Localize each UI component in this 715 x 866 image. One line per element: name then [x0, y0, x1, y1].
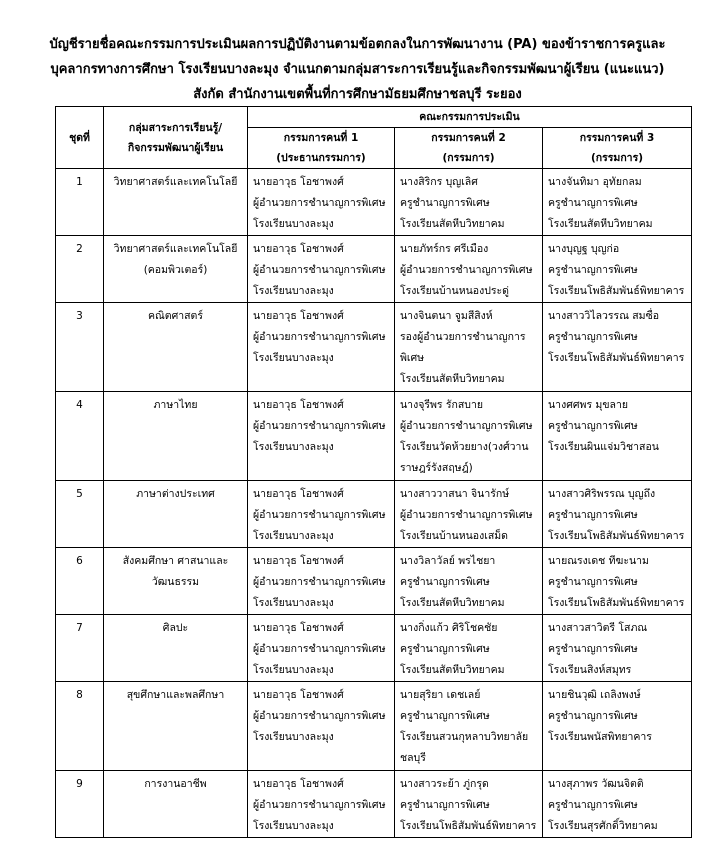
- cell-member-2: [395, 392, 543, 481]
- cell-set-no: [56, 236, 104, 303]
- member-info-line: ครูชำนาญการพิเศษ: [548, 420, 638, 432]
- member-info-line: โรงเรียนโพธิสัมพันธ์พิทยาคาร: [400, 820, 537, 832]
- group-name-line: วัฒนธรรม: [151, 576, 200, 588]
- cell-member-1: [248, 392, 395, 481]
- cell-group: [104, 682, 248, 771]
- member-info-line: ครูชำนาญการพิเศษ: [548, 576, 638, 588]
- cell-member-2: [395, 303, 543, 392]
- table-row: [56, 303, 692, 392]
- table-row: [56, 481, 692, 548]
- member-info-line: ครูชำนาญการพิเศษ: [400, 710, 490, 722]
- header-set-no: ชุดที่: [56, 107, 104, 169]
- member-info-line: โรงเรียนบางละมุง: [253, 731, 334, 743]
- member-info-line: โรงเรียนบางละมุง: [253, 820, 334, 832]
- member-info-line: นายอาวุธ โอชาพงศ์: [253, 778, 344, 790]
- table-row: [56, 392, 692, 481]
- member-info-line: นายอาวุธ โอชาพงศ์: [253, 622, 344, 634]
- cell-set-no: [56, 682, 104, 771]
- member-info-line: โรงเรียนสิงห์สมุทร: [548, 664, 632, 676]
- cell-member-3: [543, 169, 692, 236]
- member-info-line: นายอาวุธ โอชาพงศ์: [253, 488, 344, 500]
- header-member-1-title: กรรมการคนที่ 1: [283, 132, 359, 144]
- member-info-line: นางจันทิมา อุทัยกลม: [548, 176, 642, 188]
- member-info-line: ผู้อำนวยการชำนาญการพิเศษ: [253, 710, 386, 722]
- header-committee: คณะกรรมการประเมิน: [248, 107, 692, 128]
- member-info-line: นายอาวุธ โอชาพงศ์: [253, 176, 344, 188]
- cell-member-3: [543, 303, 692, 392]
- member-info-line: นายอาวุธ โอชาพงศ์: [253, 555, 344, 567]
- table-row: [56, 771, 692, 838]
- member-info-line: นายณรงเดช ทีฆะนาม: [548, 555, 649, 567]
- member-info-line: ผู้อำนวยการชำนาญการพิเศษ: [253, 799, 386, 811]
- title-line-3: สังกัด สำนักงานเขตพื้นที่การศึกษามัธยมศึกษาชลบุรี ระยอง: [193, 87, 522, 102]
- header-member-1-role: (ประธานกรรมการ): [276, 152, 366, 164]
- cell-member-1: [248, 771, 395, 838]
- cell-member-1: [248, 548, 395, 615]
- header-member-2-title: กรรมการคนที่ 2: [431, 132, 506, 144]
- member-info-line: โรงเรียนบางละมุง: [253, 218, 334, 230]
- member-info-line: โรงเรียนผินแจ่มวิชาสอน: [548, 441, 659, 453]
- member-info-line: ผู้อำนวยการชำนาญการพิเศษ: [253, 643, 386, 655]
- group-name-line: สุขศึกษาและพลศึกษา: [126, 689, 225, 701]
- set-number: 8: [76, 689, 83, 701]
- member-info-line: นายชินวุฒิ เถลิงพงษ์: [548, 689, 641, 701]
- set-number: 7: [76, 622, 83, 634]
- member-info-line: โรงเรียนสัตหีบวิทยาคม: [400, 664, 505, 676]
- cell-member-1: [248, 481, 395, 548]
- member-info-line: นางสาววิไลวรรณ สมซื่อ: [548, 310, 660, 322]
- member-info-line: ผู้อำนวยการชำนาญการพิเศษ: [253, 420, 386, 432]
- member-info-line: ครูชำนาญการพิเศษ: [400, 576, 490, 588]
- cell-member-2: [395, 236, 543, 303]
- member-info-line: ครูชำนาญการพิเศษ: [548, 197, 638, 209]
- group-name-line: ภาษาต่างประเทศ: [136, 488, 215, 500]
- member-info-line: โรงเรียนสัตหีบวิทยาคม: [548, 218, 653, 230]
- member-info-line: นายภัทร์กร ศรีเมือง: [400, 243, 489, 255]
- member-info-line: นางศศพร มุขลาย: [548, 399, 629, 411]
- header-group-line: กิจกรรมพัฒนาผู้เรียน: [127, 141, 224, 154]
- member-info-line: โรงเรียนสัตหีบวิทยาคม: [400, 597, 505, 609]
- member-info-line: โรงเรียนบางละมุง: [253, 352, 334, 364]
- member-info-line: ครูชำนาญการพิเศษ: [548, 643, 638, 655]
- cell-member-3: [543, 392, 692, 481]
- cell-member-2: [395, 169, 543, 236]
- member-info-line: โรงเรียนโพธิสัมพันธ์พิทยาคาร: [548, 285, 685, 297]
- member-info-line: โรงเรียนโพธิสัมพันธ์พิทยาคาร: [548, 352, 685, 364]
- member-info-line: นายอาวุธ โอชาพงศ์: [253, 399, 344, 411]
- member-info-line: ครูชำนาญการพิเศษ: [400, 197, 490, 209]
- member-info-line: นายสุริยา เดชเลย์: [400, 689, 481, 701]
- cell-group: [104, 169, 248, 236]
- header-member-3-title: กรรมการคนที่ 3: [579, 132, 655, 144]
- member-info-line: นายอาวุธ โอชาพงศ์: [253, 689, 344, 701]
- cell-member-1: [248, 615, 395, 682]
- table-row: [56, 169, 692, 236]
- cell-member-2: [395, 682, 543, 771]
- cell-set-no: [56, 771, 104, 838]
- member-info-line: ผู้อำนวยการชำนาญการพิเศษ: [253, 197, 386, 209]
- header-group-line: กลุ่มสาระการเรียนรู้/: [128, 121, 223, 134]
- cell-member-1: [248, 303, 395, 392]
- member-info-line: นายอาวุธ โอชาพงศ์: [253, 310, 344, 322]
- member-info-line: พิเศษ: [400, 352, 425, 364]
- title-line-2: บุคลากรทางการศึกษา โรงเรียนบางละมุง จำแนกตามกลุ่มสาระการเรียนรู้และกิจกรรมพัฒนาผู้เรียน (แนะแนว): [50, 62, 665, 77]
- cell-member-3: [543, 481, 692, 548]
- cell-group: [104, 548, 248, 615]
- document-title: [0, 32, 715, 107]
- group-name-line: วิทยาศาสตร์และเทคโนโลยี: [113, 176, 238, 188]
- member-info-line: ผู้อำนวยการชำนาญการพิเศษ: [400, 420, 533, 432]
- set-number: 3: [76, 310, 83, 322]
- member-info-line: ครูชำนาญการพิเศษ: [548, 509, 638, 521]
- member-info-line: ครูชำนาญการพิเศษ: [400, 799, 490, 811]
- header-member-1: [248, 128, 395, 169]
- table-row: [56, 615, 692, 682]
- committee-table: [55, 106, 692, 838]
- member-info-line: ผู้อำนวยการชำนาญการพิเศษ: [253, 576, 386, 588]
- member-info-line: ผู้อำนวยการชำนาญการพิเศษ: [253, 509, 386, 521]
- member-info-line: รองผู้อำนวยการชำนาญการ: [400, 331, 526, 343]
- group-name-line: วิทยาศาสตร์และเทคโนโลยี: [113, 243, 238, 255]
- member-info-line: นางบุญฐ บุญก่อ: [548, 243, 620, 255]
- cell-member-3: [543, 548, 692, 615]
- cell-group: [104, 236, 248, 303]
- member-info-line: โรงเรียนบางละมุง: [253, 285, 334, 297]
- set-number: 4: [76, 399, 83, 411]
- cell-group: [104, 481, 248, 548]
- header-member-2: [395, 128, 543, 169]
- group-name-line: สังคมศึกษา ศาสนาและ: [122, 555, 229, 567]
- cell-set-no: [56, 615, 104, 682]
- member-info-line: ครูชำนาญการพิเศษ: [548, 710, 638, 722]
- cell-member-2: [395, 615, 543, 682]
- group-name-line: ภาษาไทย: [153, 399, 198, 411]
- member-info-line: นางจินตนา จูมสีสิงห์: [400, 310, 493, 322]
- set-number: 6: [76, 555, 83, 567]
- header-member-2-role: (กรรมการ): [442, 152, 495, 164]
- member-info-line: โรงเรียนบางละมุง: [253, 441, 334, 453]
- cell-set-no: [56, 481, 104, 548]
- cell-member-2: [395, 548, 543, 615]
- member-info-line: โรงเรียนบางละมุง: [253, 530, 334, 542]
- member-info-line: โรงเรียนบ้านหนองเสม็ด: [400, 530, 508, 542]
- cell-group: [104, 392, 248, 481]
- member-info-line: นางสาววาสนา จินารักษ์: [400, 488, 510, 500]
- member-info-line: นางสุภาพร วัฒนจิตติ: [548, 778, 644, 790]
- group-name-line: การงานอาชีพ: [144, 778, 207, 790]
- member-info-line: โรงเรียนโพธิสัมพันธ์พิทยาคาร: [548, 597, 685, 609]
- cell-set-no: [56, 303, 104, 392]
- member-info-line: นางกิ่งแก้ว ศิริโชคชัย: [400, 622, 498, 634]
- cell-member-1: [248, 236, 395, 303]
- member-info-line: โรงเรียนสัตหีบวิทยาคม: [400, 373, 505, 385]
- member-info-line: ชลบุรี: [400, 752, 426, 764]
- member-info-line: นางสิริกร บุญเลิศ: [400, 176, 478, 188]
- cell-member-2: [395, 481, 543, 548]
- member-info-line: ผู้อำนวยการชำนาญการพิเศษ: [400, 264, 533, 276]
- member-info-line: ผู้อำนวยการชำนาญการพิเศษ: [253, 331, 386, 343]
- cell-set-no: [56, 169, 104, 236]
- cell-member-1: [248, 682, 395, 771]
- cell-member-3: [543, 615, 692, 682]
- table-row: [56, 682, 692, 771]
- cell-group: [104, 303, 248, 392]
- member-info-line: โรงเรียนสัตหีบวิทยาคม: [400, 218, 505, 230]
- cell-member-3: [543, 236, 692, 303]
- member-info-line: โรงเรียนวัดห้วยยาง(วงศ์วาน: [400, 441, 529, 453]
- member-info-line: โรงเรียนสุรศักดิ์วิทยาคม: [548, 820, 658, 832]
- member-info-line: โรงเรียนสวนกุหลาบวิทยาลัย: [400, 731, 529, 743]
- table-row: [56, 236, 692, 303]
- set-number: 2: [76, 243, 83, 255]
- set-number: 9: [76, 778, 83, 790]
- member-info-line: ครูชำนาญการพิเศษ: [548, 799, 638, 811]
- member-info-line: โรงเรียนบ้านหนองประดู่: [400, 285, 509, 297]
- cell-member-3: [543, 771, 692, 838]
- title-line-1: บัญชีรายชื่อคณะกรรมการประเมินผลการปฏิบัติงานตามข้อตกลงในการพัฒนางาน (PA) ของข้าราชการครูและ: [49, 37, 666, 52]
- group-name-line: คณิตศาสตร์: [147, 310, 203, 322]
- cell-set-no: [56, 392, 104, 481]
- header-member-3: [543, 128, 692, 169]
- header-member-3-role: (กรรมการ): [590, 152, 644, 164]
- member-info-line: โรงเรียนบางละมุง: [253, 664, 334, 676]
- table-row: [56, 548, 692, 615]
- cell-group: [104, 771, 248, 838]
- member-info-line: นางวิลาวัลย์ พรไชยา: [400, 555, 496, 567]
- member-info-line: นางสาวสาวิตรี โสภณ: [548, 622, 648, 634]
- member-info-line: ครูชำนาญการพิเศษ: [548, 264, 638, 276]
- member-info-line: โรงเรียนบางละมุง: [253, 597, 334, 609]
- member-info-line: นางสาวระย้า ภู่กรุด: [400, 778, 489, 790]
- member-info-line: โรงเรียนพนัสพิทยาคาร: [548, 731, 652, 743]
- header-group: [104, 107, 248, 169]
- member-info-line: ผู้อำนวยการชำนาญการพิเศษ: [253, 264, 386, 276]
- cell-set-no: [56, 548, 104, 615]
- cell-member-3: [543, 682, 692, 771]
- set-number: 5: [76, 488, 83, 500]
- member-info-line: ครูชำนาญการพิเศษ: [400, 643, 490, 655]
- member-info-line: นายอาวุธ โอชาพงศ์: [253, 243, 344, 255]
- cell-member-2: [395, 771, 543, 838]
- group-name-line: (คอมพิวเตอร์): [143, 264, 208, 276]
- member-info-line: นางสาวศิริพรรณ บุญถึง: [548, 488, 656, 500]
- member-info-line: ราษฎร์รังสฤษฎ์): [400, 462, 473, 474]
- cell-member-1: [248, 169, 395, 236]
- group-name-line: ศิลปะ: [162, 622, 189, 634]
- member-info-line: นางจุรีพร รักสบาย: [400, 399, 484, 411]
- cell-group: [104, 615, 248, 682]
- set-number: 1: [76, 176, 83, 188]
- member-info-line: โรงเรียนโพธิสัมพันธ์พิทยาคาร: [548, 530, 685, 542]
- member-info-line: ผู้อำนวยการชำนาญการพิเศษ: [400, 509, 533, 521]
- member-info-line: ครูชำนาญการพิเศษ: [548, 331, 638, 343]
